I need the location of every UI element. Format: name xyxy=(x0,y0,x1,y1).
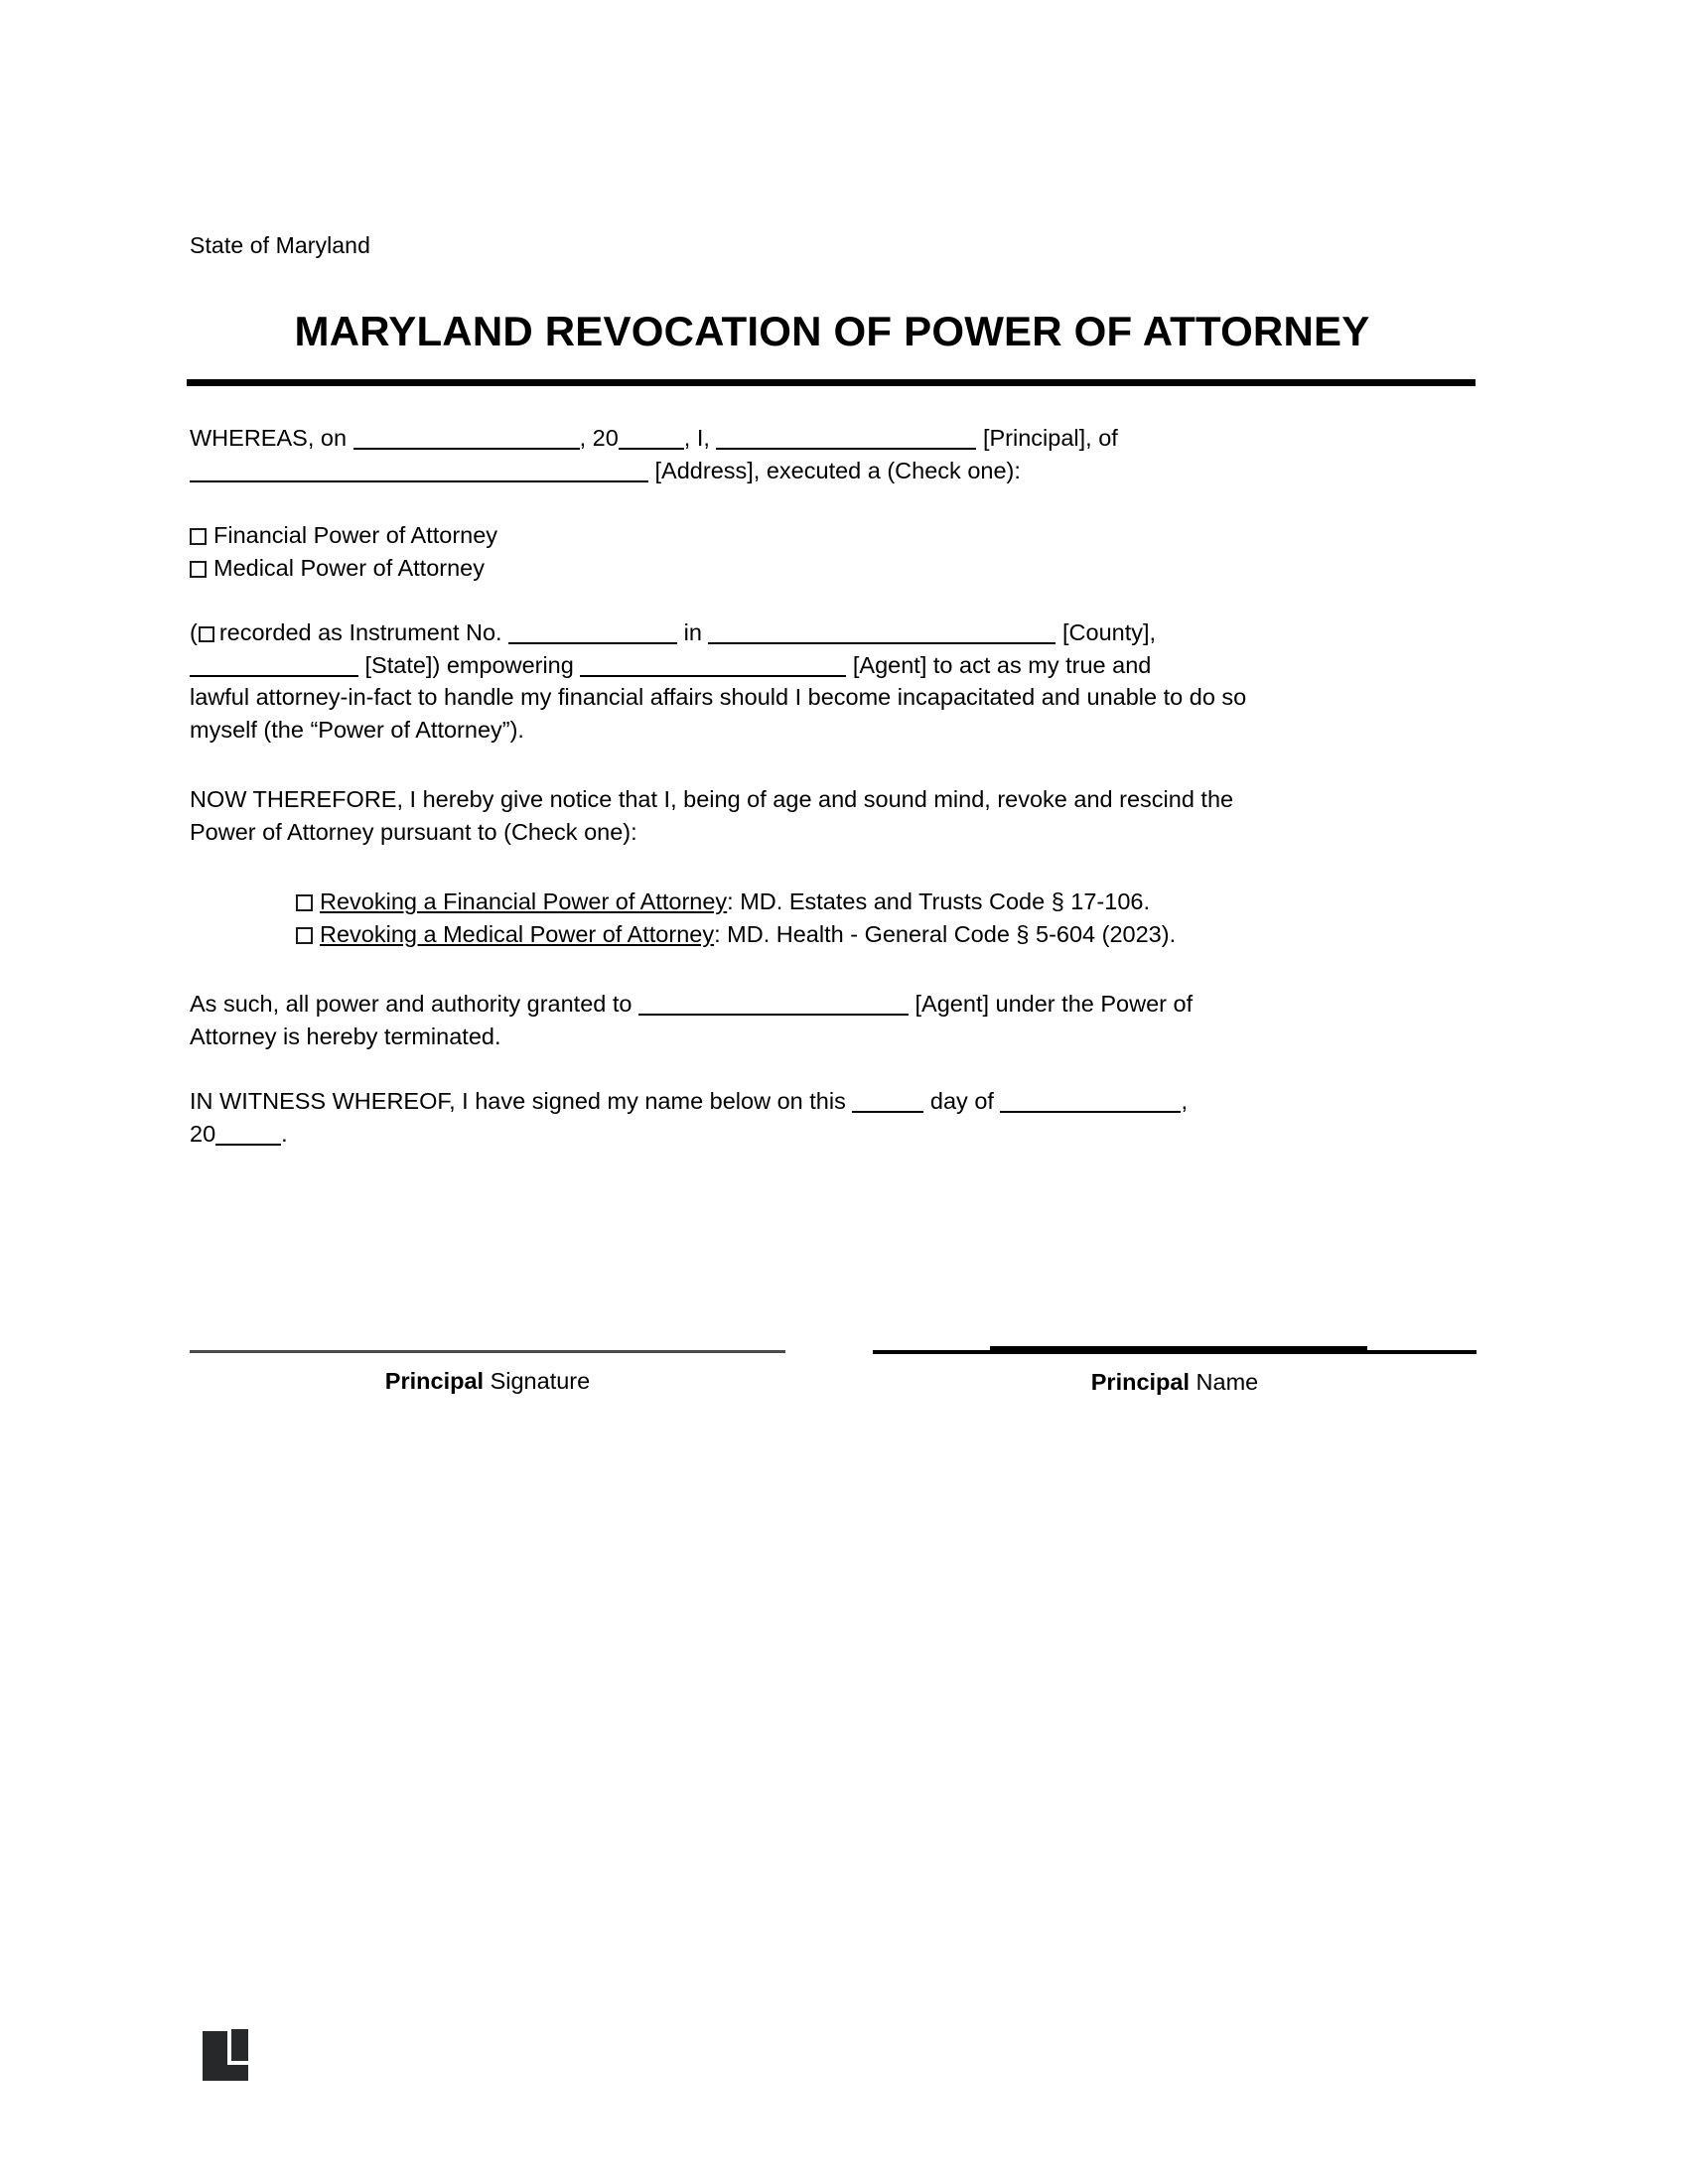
agent-tag: [Agent] to act as my true and xyxy=(852,651,1152,678)
state-blank[interactable] xyxy=(190,651,358,677)
revoke-option-citation: : MD. Estates and Trusts Code § 17-106. xyxy=(727,888,1150,914)
principal-address-blank[interactable] xyxy=(190,457,648,482)
principal-name-label xyxy=(873,1354,1477,1397)
signature-label-bold: Principal xyxy=(384,1368,485,1394)
address-tag: [Address], executed a (Check one): xyxy=(654,457,1021,483)
checkbox-icon[interactable] xyxy=(190,528,207,545)
legal-templates-logo-icon xyxy=(203,2029,248,2081)
checkbox-icon[interactable] xyxy=(190,561,207,578)
revoke-option-citation: : MD. Health - General Code § 5-604 (2023). xyxy=(714,920,1177,947)
signing-day-blank[interactable] xyxy=(852,1087,923,1113)
revoke-option-title: Revoking a Financial Power of Attorney xyxy=(320,888,728,914)
principal-signature-label xyxy=(190,1353,785,1396)
checkbox-icon[interactable] xyxy=(296,894,313,911)
recorded-line4: myself (the “Power of Attorney”). xyxy=(190,716,524,743)
signing-year-blank[interactable] xyxy=(215,1120,281,1146)
poa-type-label: Medical Power of Attorney xyxy=(213,554,485,581)
spacer xyxy=(190,584,1477,616)
spacer xyxy=(190,486,1477,519)
recorded-line3: lawful attorney-in-fact to handle my financial affairs should I become incapacitated and unable to do so xyxy=(190,684,1247,710)
state-tag: [State]) empowering xyxy=(364,651,574,678)
poa-type-checklist xyxy=(190,519,1477,584)
agent-name-blank[interactable] xyxy=(580,651,846,677)
spacer xyxy=(190,848,1477,886)
recorded-paragraph xyxy=(190,616,1477,746)
county-tag: [County], xyxy=(1062,619,1157,645)
principal-signature-field[interactable] xyxy=(190,1350,785,1396)
signature-label-rest: Signature xyxy=(484,1368,591,1394)
spacer xyxy=(190,950,1477,988)
principal-name-blank[interactable] xyxy=(716,424,976,450)
now-therefore-paragraph xyxy=(190,783,1477,848)
principal-tag: [Principal], of xyxy=(982,425,1118,451)
spacer xyxy=(190,746,1477,783)
document-body xyxy=(190,422,1477,1150)
whereas-comma-i: , I, xyxy=(683,425,710,451)
signing-month-blank[interactable] xyxy=(1000,1087,1181,1113)
checkbox-icon[interactable] xyxy=(296,927,313,944)
revoke-option-medical[interactable] xyxy=(296,918,1477,951)
principal-name-field[interactable] xyxy=(873,1350,1477,1397)
revoke-option-financial[interactable] xyxy=(296,886,1477,918)
page-title: MARYLAND REVOCATION OF POWER OF ATTORNEY xyxy=(294,308,1370,354)
recorded-as-label: recorded as Instrument No. xyxy=(218,619,502,645)
witness-lead: IN WITNESS WHEREOF, I have signed my name below on this xyxy=(190,1088,846,1114)
as-such-paragraph xyxy=(190,988,1477,1052)
execution-date-blank[interactable] xyxy=(353,424,580,450)
witness-comma: , xyxy=(1181,1088,1188,1114)
poa-type-option-financial[interactable] xyxy=(190,519,1477,552)
revoke-checklist xyxy=(296,886,1477,950)
spacer xyxy=(190,1052,1477,1085)
as-such-agent-tag: [Agent] under the Power of xyxy=(914,991,1194,1017)
day-of-label: day of xyxy=(929,1088,994,1114)
name-label-bold: Principal xyxy=(1090,1369,1191,1395)
witness-year-prefix: 20 xyxy=(190,1120,216,1147)
signature-block xyxy=(190,1350,1477,1430)
whereas-comma-20: , 20 xyxy=(579,425,619,451)
title-divider xyxy=(187,379,1476,386)
whereas-paragraph xyxy=(190,422,1477,486)
in-label: in xyxy=(683,619,702,645)
now-therefore-line2: Power of Attorney pursuant to (Check one): xyxy=(190,818,637,845)
terminated-agent-blank[interactable] xyxy=(638,990,909,1016)
now-therefore-line1: NOW THEREFORE, I hereby give notice that I, being of age and sound mind, revoke and rescind the xyxy=(190,786,1234,812)
witness-period: . xyxy=(281,1120,288,1147)
checkbox-icon[interactable] xyxy=(199,626,214,642)
as-such-line2: Attorney is hereby terminated. xyxy=(190,1023,501,1049)
whereas-lead: WHEREAS, on xyxy=(190,425,348,451)
open-paren: ( xyxy=(190,619,198,645)
witness-paragraph xyxy=(190,1085,1477,1150)
execution-year-blank[interactable] xyxy=(619,424,684,450)
county-blank[interactable] xyxy=(708,618,1055,644)
instrument-number-blank[interactable] xyxy=(508,618,677,644)
name-label-rest: Name xyxy=(1190,1369,1259,1395)
name-fill-line xyxy=(990,1346,1367,1351)
as-such-lead: As such, all power and authority granted to xyxy=(190,991,633,1017)
poa-type-label: Financial Power of Attorney xyxy=(213,522,498,548)
poa-type-option-medical[interactable] xyxy=(190,552,1477,585)
revoke-option-title: Revoking a Medical Power of Attorney xyxy=(320,920,715,947)
state-line: State of Maryland xyxy=(190,232,370,258)
